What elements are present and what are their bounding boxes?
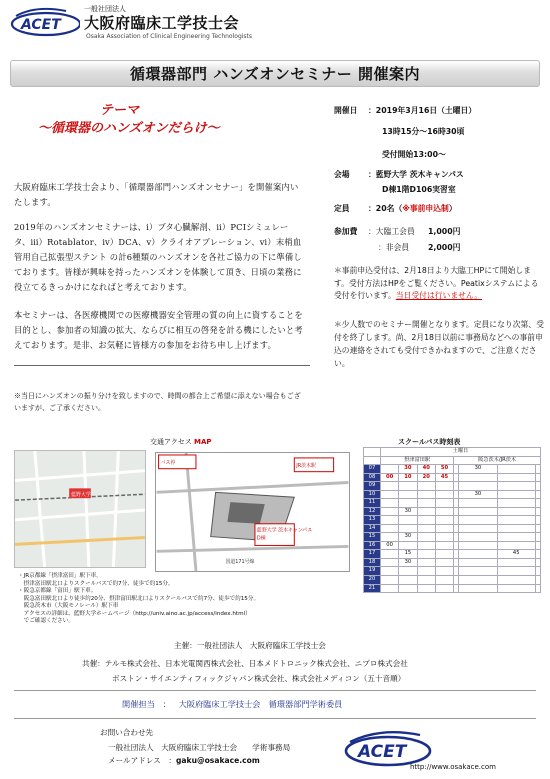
schedule-cell: [497, 465, 535, 474]
schedule-cell: [380, 499, 398, 508]
schedule-cell: [435, 550, 453, 559]
campus-label: 藍野大学 茨木キャンパス: [256, 527, 313, 534]
schedule-cell: [380, 533, 398, 542]
schedule-cell: [535, 465, 540, 474]
schedule-hour: 20: [364, 575, 381, 584]
organizer-sep: ：: [162, 699, 171, 709]
schedule-cell: [459, 584, 497, 593]
schedule-cell: [435, 541, 453, 550]
schedule-col-a: 摂津富田駅: [380, 456, 453, 465]
schedule-cell: [497, 575, 535, 584]
schedule-cell: [497, 473, 535, 482]
schedule-row: [364, 482, 541, 491]
schedule-cell: 10: [399, 473, 417, 482]
divider: [14, 718, 536, 719]
station-label: 藍野大学: [71, 492, 91, 499]
schedule-cell: 30: [399, 465, 417, 474]
schedule-cell: [417, 490, 435, 499]
bus-schedule-table: [363, 447, 541, 593]
schedule-cell: [497, 533, 535, 542]
schedule-cell: [459, 473, 497, 482]
schedule-cell: [535, 507, 540, 516]
schedule-cell: 30: [399, 558, 417, 567]
schedule-cell: 00: [380, 473, 398, 482]
fee-member-value: 1,000円: [428, 227, 461, 236]
schedule-cell: [417, 533, 435, 542]
schedule-cell: [380, 584, 398, 593]
schedule-cell: [417, 567, 435, 576]
capacity-value: [368, 203, 457, 214]
fee-member-label: ：大臨工会員: [368, 227, 415, 236]
schedule-hour: 17: [364, 550, 381, 559]
schedule-cell: 15: [399, 550, 417, 559]
schedule-hour: 14: [364, 524, 381, 533]
schedule-cell: [535, 516, 540, 525]
schedule-row: [364, 584, 541, 593]
reception-value: 受付開始13:00～: [382, 150, 446, 159]
schedule-row: [364, 465, 541, 474]
schedule-cell: [435, 575, 453, 584]
schedule-row: [364, 473, 541, 482]
divider: [14, 365, 310, 366]
mail-label: メールアドレス ：: [108, 756, 176, 765]
schedule-cell: [535, 499, 540, 508]
schedule-cell: [535, 533, 540, 542]
schedule-cell: 30: [459, 490, 497, 499]
mail-address: gaku@osakace.com: [175, 756, 260, 765]
schedule-cell: [497, 516, 535, 525]
schedule-cell: 20: [417, 473, 435, 482]
bus-stop-label: バス停: [160, 459, 176, 466]
schedule-row: [364, 541, 541, 550]
co-host-text-1: テルモ株式会社、日本光電関西株式会社、日本メドトロニック株式会社、ニプロ株式会社: [104, 659, 408, 668]
access-line: ・阪急京都線「富田」駅下車。: [18, 588, 97, 594]
schedule-cell: [399, 584, 417, 593]
schedule-cell: [380, 524, 398, 533]
area-map: [14, 450, 146, 568]
schedule-cell: [459, 550, 497, 559]
schedule-cell: [417, 524, 435, 533]
schedule-cell: [535, 575, 540, 584]
host-line: [174, 640, 326, 651]
schedule-cell: [417, 516, 435, 525]
access-title-prefix: 交通アクセス: [150, 438, 192, 446]
apply-note-text: ＊事前申込受付は、2月18日より大臨工HPにて開始します。受付方法はHPをご覧ください。Peatixシステムによる受付を行います。: [334, 266, 539, 300]
schedule-cell: 30: [459, 465, 497, 474]
capacity-label: 定員: [334, 204, 350, 213]
schedule-row: [364, 558, 541, 567]
schedule-cell: [435, 584, 453, 593]
body-paragraph-1: 2019年のハンズオンセミナーは、ⅰ）ブタ心臓解剖、ⅱ）PCIシミュレータ、ⅲ）Rotablator、ⅳ）DCA、ⅴ）クライオアブレーション、ⅵ）末梢血管用自己拡張型ステント の計6種類のハンズオンを各社ご協力の下に準備しております。皆様が興味を持ったハンズオンを体験して頂き、日頃の業務に役立てるきっかけになればと考えております。: [14, 222, 302, 292]
capacity-end: ）: [448, 204, 457, 213]
schedule-cell: [535, 550, 540, 559]
schedule-cell: [380, 482, 398, 491]
theme-text: ～循環器のハンズオンだらけ～: [38, 121, 220, 136]
access-title-map: MAP: [194, 438, 212, 446]
schedule-cell: 50: [435, 465, 453, 474]
fee-nonmember-label: ：非会員: [378, 243, 410, 252]
schedule-cell: [399, 567, 417, 576]
note-paragraph: ※当日にハンズオンの振り分けを致しますので、時間の都合上ご希望に添えない場合もございますが、ご了承ください。: [14, 392, 301, 412]
schedule-cell: [535, 567, 540, 576]
schedule-cell: [497, 499, 535, 508]
schedule-cell: [417, 507, 435, 516]
access-line: アクセスの詳細は、藍野大学ホームページ（http://univ.aino.ac.jp/access/index.html）: [18, 610, 251, 617]
intro-paragraph: 大阪府臨床工学技士会より、「循環器部門ハンズオンセナー」を開催案内いたします。: [14, 182, 299, 207]
schedule-cell: [380, 465, 398, 474]
schedule-hour: 18: [364, 558, 381, 567]
divider: [14, 690, 536, 691]
schedule-cell: [497, 541, 535, 550]
org-subtitle: 一般社団法人: [84, 5, 126, 13]
schedule-row: [364, 499, 541, 508]
footer-url[interactable]: http://www.osakace.com: [410, 763, 496, 771]
schedule-cell: [497, 507, 535, 516]
date-label: 開催日: [334, 106, 358, 115]
schedule-row: [364, 575, 541, 584]
schedule-cell: [435, 482, 453, 491]
bldg-label: D棟: [256, 535, 266, 542]
body-paragraph-2: 本セミナーは、各医療機関での医療機器安全管理の質の向上に資することを目的とし、参加者の知識の拡大、ならびに相互の啓発を計る機にしたいと考えております。是非、お気軽に皆様方の参加をお待ち申し上げます。: [14, 310, 303, 350]
schedule-cell: [380, 558, 398, 567]
contact-title: お問い合わせ先: [100, 728, 154, 737]
schedule-cell: [459, 575, 497, 584]
fee-nonmember-value: 2,000円: [428, 243, 461, 252]
schedule-cell: [435, 507, 453, 516]
schedule-hour: 19: [364, 567, 381, 576]
schedule-row: [364, 507, 541, 516]
acet-logo: [6, 3, 80, 37]
schedule-cell: [435, 516, 453, 525]
co-host-line-2: ボストン・サイエンティフィックジャパン株式会社、株式会社メディコン（五十音順）: [112, 674, 406, 683]
schedule-hour: 11: [364, 499, 381, 508]
contact-mail: [108, 755, 260, 766]
footer-logo-text: ACET: [358, 742, 407, 762]
schedule-cell: [417, 541, 435, 550]
schedule-hour: 09: [364, 482, 381, 491]
schedule-cell: [535, 558, 540, 567]
schedule-cell: [399, 499, 417, 508]
schedule-row: [364, 567, 541, 576]
schedule-hour: 12: [364, 507, 381, 516]
schedule-cell: [535, 524, 540, 533]
schedule-title: スクールバス時刻表: [398, 438, 461, 446]
venue-value: ：藍野大学 茨木キャンパス: [368, 170, 464, 179]
venue-room: D棟1階D106実習室: [382, 185, 456, 194]
contact-line: 一般社団法人 大阪府臨床工学技士会 学術事務局: [108, 743, 291, 752]
co-host-line-1: [82, 658, 408, 669]
co-host-label: 共催：: [82, 659, 105, 668]
schedule-cell: [380, 516, 398, 525]
organizer-label: 開催担当: [122, 699, 155, 709]
schedule-cell: [399, 524, 417, 533]
host-name: 一般社団法人 大阪府臨床工学技士会: [196, 641, 326, 650]
access-line: 阪急茨木市（大阪モノレール）駅下車: [18, 603, 119, 609]
host-label: 主催：: [174, 641, 197, 650]
schedule-hour: 13: [364, 516, 381, 525]
schedule-cell: [435, 524, 453, 533]
schedule-cell: [417, 584, 435, 593]
station-jr-label: JR茨木駅: [296, 462, 316, 469]
schedule-cell: [399, 575, 417, 584]
schedule-row: [364, 550, 541, 559]
schedule-row: [364, 490, 541, 499]
schedule-cell: [435, 490, 453, 499]
schedule-cell: [380, 575, 398, 584]
schedule-row: [364, 524, 541, 533]
organizer-name: 大阪府臨床工学技士会 循環器部門学術委員: [178, 699, 343, 709]
schedule-hour: 16: [364, 541, 381, 550]
schedule-cell: [497, 482, 535, 491]
access-directions: [18, 573, 348, 626]
schedule-cell: [380, 507, 398, 516]
capacity-note: ※事前申込制: [402, 204, 449, 213]
schedule-cell: [435, 533, 453, 542]
schedule-cell: [535, 482, 540, 491]
schedule-cell: [497, 584, 535, 593]
schedule-cell: [417, 550, 435, 559]
schedule-cell: [380, 490, 398, 499]
schedule-cell: [399, 482, 417, 491]
no-same-day-note: 当日受付は行いません。: [395, 291, 482, 300]
schedule-header-day: 土曜日: [380, 448, 540, 457]
schedule-hour: 21: [364, 584, 381, 593]
schedule-cell: [535, 473, 540, 482]
schedule-cell: 40: [417, 465, 435, 474]
schedule-cell: 45: [497, 550, 535, 559]
schedule-cell: 00: [380, 541, 398, 550]
schedule-cell: 45: [435, 473, 453, 482]
schedule-cell: [399, 541, 417, 550]
fee-label: 参加費: [334, 227, 358, 236]
schedule-col-b: 阪急茨木/JR茨木: [454, 456, 541, 465]
schedule-cell: [497, 524, 535, 533]
schedule-cell: [459, 541, 497, 550]
access-line: 摂津富田駅北口よりスクールバスで約7分、徒歩で約15分。: [18, 580, 174, 587]
schedule-cell: [459, 567, 497, 576]
schedule-cell: [459, 516, 497, 525]
capacity-note-2: ＊少人数でのセミナー開催となります。定員になり次第、受付を終了します。尚、2月18日以前に事務局などへの事前申込の連絡をされても受付できかねますので、ご注意ください。: [334, 320, 544, 368]
schedule-cell: [459, 482, 497, 491]
schedule-hour: 10: [364, 490, 381, 499]
time-value: 13時15分～16時30頃: [382, 127, 465, 136]
schedule-cell: [399, 516, 417, 525]
schedule-cell: [435, 499, 453, 508]
schedule-cell: [535, 541, 540, 550]
schedule-cell: [459, 558, 497, 567]
schedule-cell: [399, 490, 417, 499]
schedule-cell: [535, 584, 540, 593]
schedule-cell: [380, 567, 398, 576]
campus-map: [155, 452, 350, 572]
schedule-cell: [417, 575, 435, 584]
schedule-cell: [435, 567, 453, 576]
schedule-cell: [459, 533, 497, 542]
capacity-count: ：20名（: [368, 204, 403, 213]
schedule-cell: [459, 524, 497, 533]
organizer-line: [122, 699, 342, 710]
schedule-cell: [380, 550, 398, 559]
schedule-cell: 30: [399, 507, 417, 516]
schedule-cell: [435, 558, 453, 567]
schedule-cell: [497, 490, 535, 499]
schedule-row: [364, 516, 541, 525]
schedule-cell: [417, 558, 435, 567]
access-line: でご確認ください。: [18, 618, 74, 624]
schedule-hour: 08: [364, 473, 381, 482]
schedule-cell: [417, 482, 435, 491]
logo-text: ACET: [21, 17, 61, 33]
schedule-cell: [535, 490, 540, 499]
schedule-cell: 30: [399, 533, 417, 542]
schedule-cell: [417, 499, 435, 508]
schedule-cell: [459, 507, 497, 516]
org-english-name: Osaka Association of Clinical Engineering Technologists: [86, 33, 253, 40]
access-title: [150, 437, 212, 447]
page-title: 循環器部門 ハンズオンセミナー 開催案内: [10, 60, 540, 87]
schedule-cell: [497, 567, 535, 576]
schedule-hour: 15: [364, 533, 381, 542]
access-line: ・JR京都線「摂津富田」駅下車。: [18, 573, 102, 579]
route-label: 国道171号線: [225, 559, 255, 566]
schedule-row: [364, 533, 541, 542]
access-line: 阪急富田駅北口より徒歩約20分、摂津富田駅北口よりスクールバスで約7分、徒歩で約15分。: [18, 595, 260, 602]
apply-note: [334, 265, 544, 303]
venue-label: 会場: [334, 170, 350, 179]
schedule-cell: [459, 499, 497, 508]
org-name: 大阪府臨床工学技士会: [84, 14, 240, 32]
theme-label: テーマ: [100, 103, 140, 118]
date-value: ：2019年3月16日（土曜日）: [368, 106, 477, 115]
schedule-hour: 07: [364, 465, 381, 474]
schedule-cell: [497, 558, 535, 567]
